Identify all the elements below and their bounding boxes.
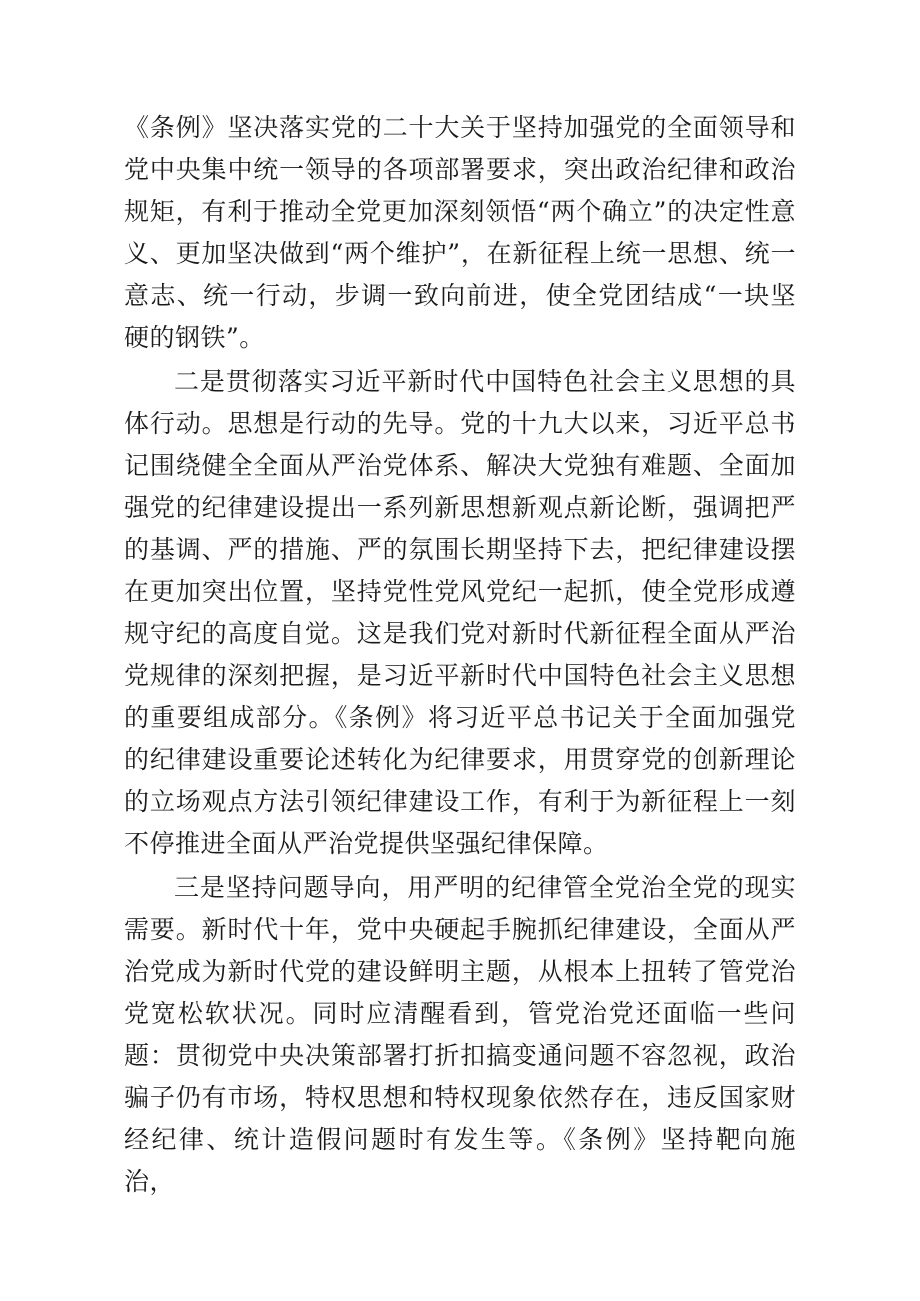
paragraph-3: 三是坚持问题导向，用严明的纪律管全党治全党的现实需要。新时代十年，党中央硬起手腕抓纪律建设，全面从严治党成为新时代党的建设鲜明主题，从根本上扭转了管党治党宽松软状况。同时应清醒看到，管党治党还面临一些问题：贯彻党中央决策部署打折扣搞变通问题不容忽视，政治骗子仍有市场，特权思想和特权现象依然存在，违反国家财经纪律、统计造假问题时有发生等。《条例》坚持靶向施治，	[124, 873, 796, 1196]
document-body	[124, 107, 796, 1203]
paragraph-1: 《条例》坚决落实党的二十大关于坚持加强党的全面领导和党中央集中统一领导的各项部署要求，突出政治纪律和政治规矩，有利于推动全党更加深刻领悟“两个确立”的决定性意义、更加坚决做到“两个维护”，在新征程上统一思想、统一意志、统一行动，步调一致向前进，使全党团结成“一块坚硬的钢铁”。	[124, 113, 796, 352]
paragraph-2: 二是贯彻落实习近平新时代中国特色社会主义思想的具体行动。思想是行动的先导。党的十九大以来，习近平总书记围绕健全全面从严治党体系、解决大党独有难题、全面加强党的纪律建设提出一系列新思想新观点新论断，强调把严的基调、严的措施、严的氛围长期坚持下去，把纪律建设摆在更加突出位置，坚持党性党风党纪一起抓，使全党形成遵规守纪的高度自觉。这是我们党对新时代新征程全面从严治党规律的深刻把握，是习近平新时代中国特色社会主义思想的重要组成部分。《条例》将习近平总书记关于全面加强党的纪律建设重要论述转化为纪律要求，用贯穿党的创新理论的立场观点方法引领纪律建设工作，有利于为新征程上一刻不停推进全面从严治党提供坚强纪律保障。	[124, 367, 796, 858]
